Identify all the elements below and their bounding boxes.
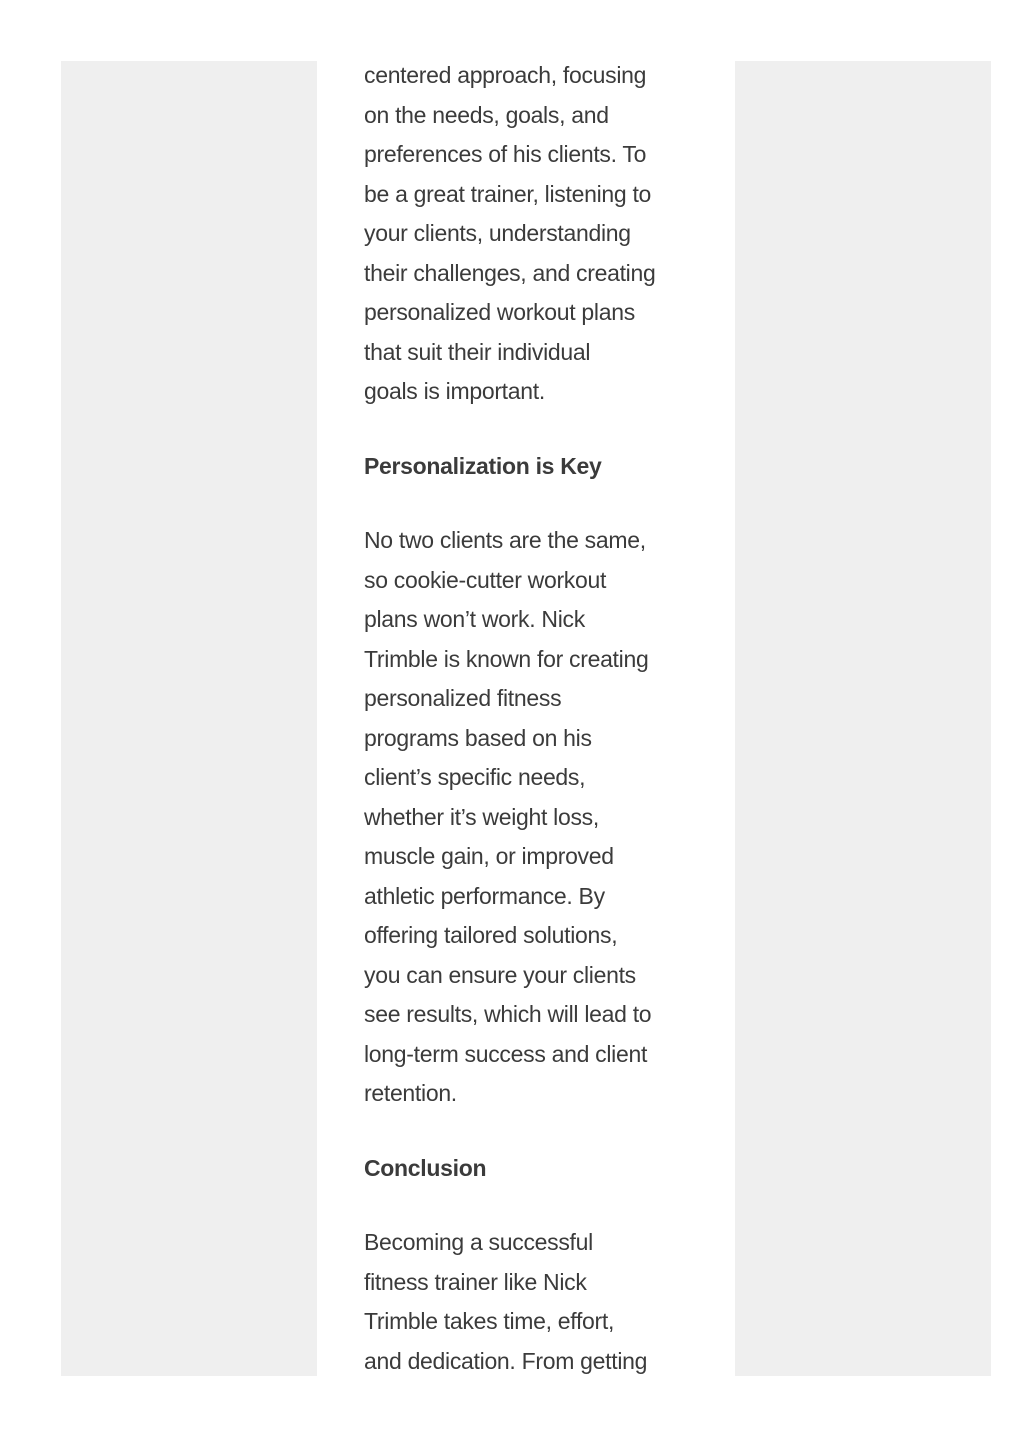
line: goals is important. xyxy=(364,378,545,404)
line: you can ensure your clients xyxy=(364,961,636,988)
line: be a great trainer, listening to xyxy=(364,180,652,207)
line: their challenges, and creating xyxy=(364,259,656,286)
left-side-panel xyxy=(61,61,317,1376)
line: Trimble is known for creating xyxy=(364,645,649,672)
section-heading-conclusion: Conclusion xyxy=(364,1154,487,1181)
section-heading-personalization: Personalization is Key xyxy=(364,452,602,479)
line: offering tailored solutions, xyxy=(364,922,618,948)
line: so cookie-cutter workout xyxy=(364,566,607,593)
line: and dedication. From getting xyxy=(364,1347,648,1374)
line: Trimble takes time, effort, xyxy=(364,1308,615,1334)
line: fitness trainer like Nick xyxy=(364,1268,587,1295)
line: programs based on his xyxy=(364,724,592,751)
line: whether it’s weight loss, xyxy=(364,803,599,830)
line: that suit their individual xyxy=(364,338,591,365)
line: athletic performance. By xyxy=(364,882,605,909)
paragraph-conclusion xyxy=(364,1223,704,1381)
line: preferences of his clients. To xyxy=(364,141,647,167)
paragraph-personalization xyxy=(364,521,704,1114)
line: plans won’t work. Nick xyxy=(364,606,585,632)
line: client’s specific needs, xyxy=(364,764,586,790)
paragraph-intro xyxy=(364,56,704,412)
line: long-term success and client xyxy=(364,1040,648,1067)
line: muscle gain, or improved xyxy=(364,843,614,869)
article-body xyxy=(364,56,704,1381)
line: personalized fitness xyxy=(364,685,562,711)
right-side-panel xyxy=(735,61,991,1376)
line: see results, which will lead to xyxy=(364,1001,652,1027)
line: on the needs, goals, and xyxy=(364,101,609,128)
line: centered approach, focusing xyxy=(364,62,647,88)
line: retention. xyxy=(364,1080,457,1106)
line: personalized workout plans xyxy=(364,299,635,325)
line: your clients, understanding xyxy=(364,220,631,246)
line: Becoming a successful xyxy=(364,1229,593,1255)
line: No two clients are the same, xyxy=(364,527,646,553)
